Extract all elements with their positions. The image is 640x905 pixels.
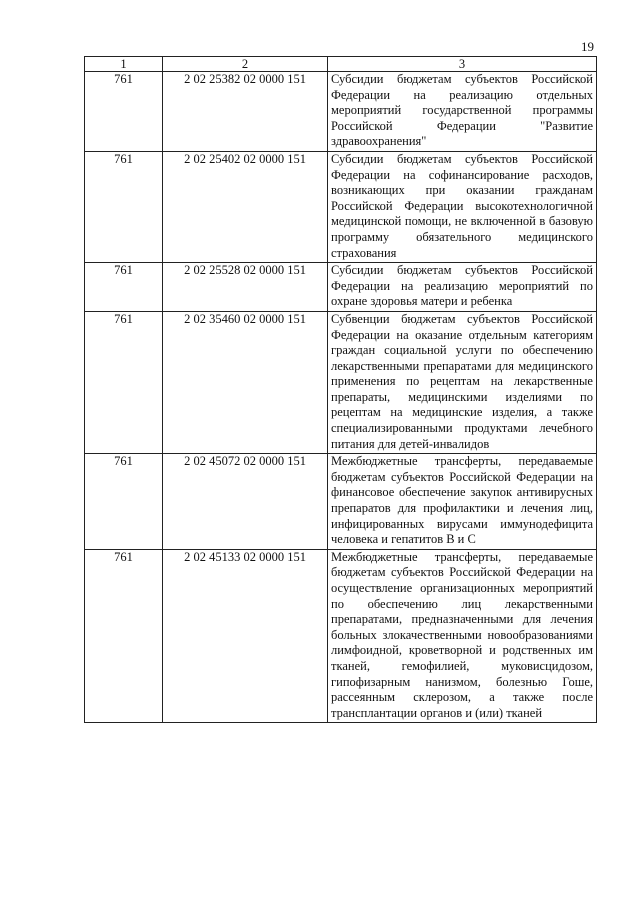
table-row: [85, 263, 597, 312]
revenue-code-cell: 2 02 25382 02 0000 151: [163, 72, 328, 152]
table-row: [85, 72, 597, 152]
table-row: [85, 311, 597, 453]
administrator-code-cell: 761: [85, 151, 163, 262]
revenue-code-cell: 2 02 45072 02 0000 151: [163, 454, 328, 550]
administrator-code-cell: 761: [85, 549, 163, 723]
description-cell: Субсидии бюджетам субъектов Российской Федерации на реализацию отдельных мероприятий государственной программы Российской Федерации "Развитие здравоохранения": [328, 72, 597, 152]
administrator-code-cell: 761: [85, 454, 163, 550]
administrator-code-cell: 761: [85, 72, 163, 152]
description-cell: Субсидии бюджетам субъектов Российской Федерации на софинансирование расходов, возникающих при оказании гражданам Российской Федерации высокотехнологичной медицинской помощи, не включенной в базовую программу обязательного медицинского страхования: [328, 151, 597, 262]
revenue-code-cell: 2 02 25402 02 0000 151: [163, 151, 328, 262]
administrator-code-cell: 761: [85, 263, 163, 312]
column-header-3: 3: [328, 57, 597, 72]
page-number: 19: [581, 39, 594, 54]
description-cell: Субвенции бюджетам субъектов Российской Федерации на оказание отдельным категориям граждан социальной услуги по обеспечению лекарственными препаратами для медицинского применения по рецептам на лекарственные препараты, медицинскими изделиями по рецептам на медицинские изделия, а также специализированными продуктами лечебного питания для детей-инвалидов: [328, 311, 597, 453]
description-cell: Межбюджетные трансферты, передаваемые бюджетам субъектов Российской Федерации на финансовое обеспечение закупок антивирусных препаратов для профилактики и лечения лиц, инфицированных вирусами иммунодефицита человека и гепатитов В и С: [328, 454, 597, 550]
table-row: [85, 151, 597, 262]
revenue-code-cell: 2 02 45133 02 0000 151: [163, 549, 328, 723]
description-cell: Субсидии бюджетам субъектов Российской Федерации на реализацию мероприятий по охране здоровья матери и ребенка: [328, 263, 597, 312]
description-cell: Межбюджетные трансферты, передаваемые бюджетам субъектов Российской Федерации на осуществление организационных мероприятий по обеспечению лиц лекарственными препаратами, предназначенными для лечения больных злокачественными новообразованиями лимфоидной, кроветворной и родственных им тканей, гемофилией, муковисцидозом, гипофизарным нанизмом, болезнью Гоше, рассеянным склерозом, а также после трансплантации органов и (или) тканей: [328, 549, 597, 723]
column-header-2: 2: [163, 57, 328, 72]
administrator-code-cell: 761: [85, 311, 163, 453]
revenue-code-cell: 2 02 25528 02 0000 151: [163, 263, 328, 312]
table-header-row: [85, 57, 597, 72]
budget-classification-table: [84, 56, 597, 723]
column-header-1: 1: [85, 57, 163, 72]
table-row: [85, 454, 597, 550]
revenue-code-cell: 2 02 35460 02 0000 151: [163, 311, 328, 453]
table-row: [85, 549, 597, 723]
